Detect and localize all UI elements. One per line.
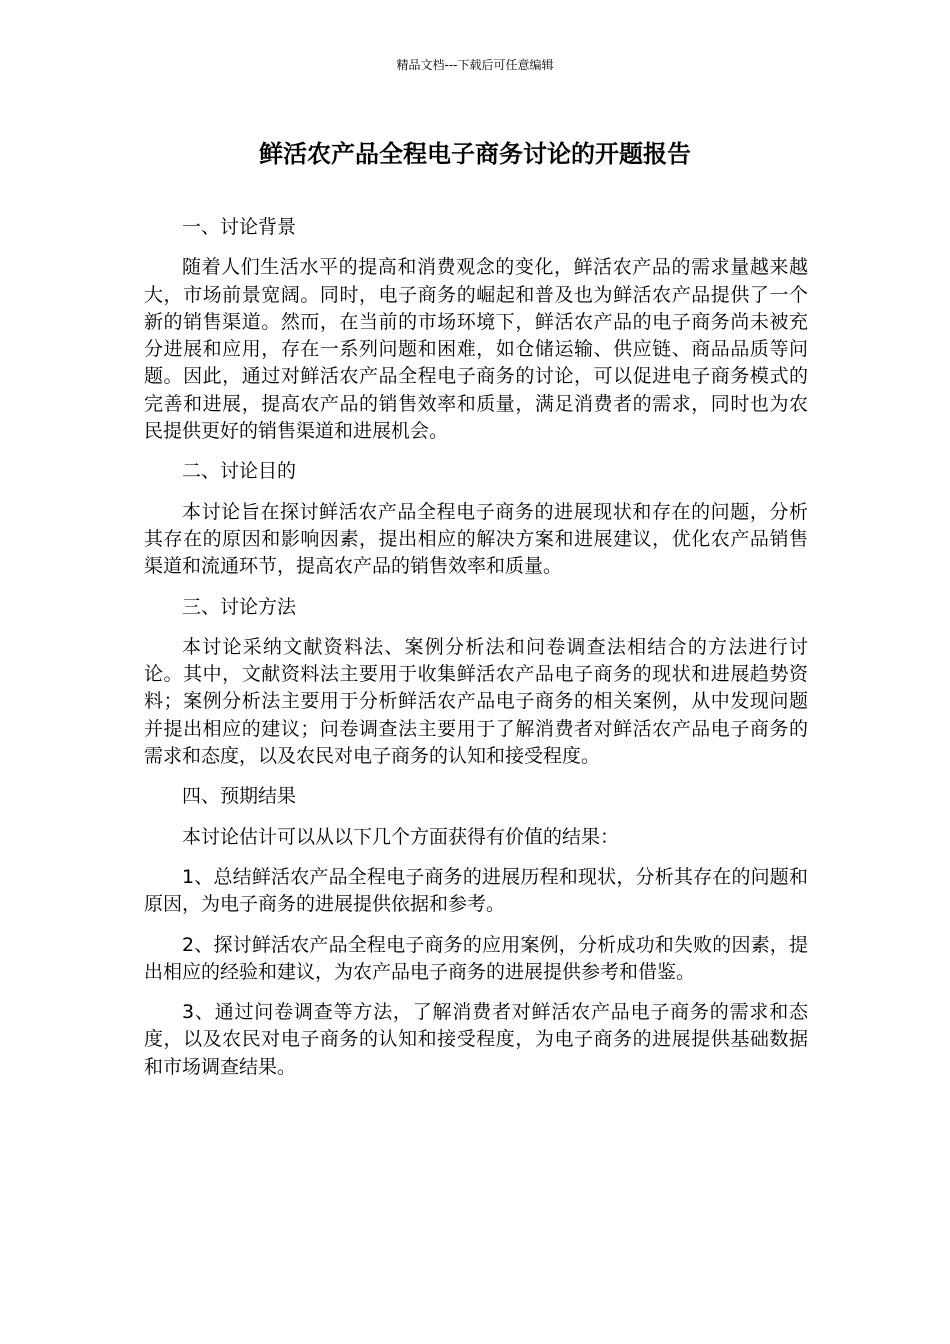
- section-heading: 二、讨论目的: [182, 460, 297, 483]
- section-heading: 三、讨论方法: [182, 595, 297, 618]
- paragraph: 本讨论旨在探讨鲜活农产品全程电子商务的进展现状和存在的问题，分析其存在的原因和影响因素，提出相应的解决方案和进展建议，优化农产品销售渠道和流通环节，提高农产品的销售效率和质量。: [144, 500, 808, 578]
- list-item: 3、通过问卷调查等方法，了解消费者对鲜活农产品电子商务的需求和态度，以及农民对电子商务的认知和接受程度，为电子商务的进展提供基础数据和市场调查结果。: [144, 1001, 808, 1078]
- document-body: [144, 214, 808, 1081]
- section-method: [144, 594, 808, 771]
- list-item: 1、总结鲜活农产品全程电子商务的进展历程和现状，分析其存在的问题和原因，为电子商务的进展提供依据和参考。: [144, 865, 808, 916]
- list-item: 2、探讨鲜活农产品全程电子商务的应用案例，分析成功和失败的因素，提出相应的经验和建议，为农产品电子商务的进展提供参考和借鉴。: [144, 933, 808, 983]
- section-heading: 一、讨论背景: [182, 216, 297, 238]
- document-title: 鲜活农产品全程电子商务讨论的开题报告: [259, 140, 691, 168]
- paragraph: 本讨论采纳文献资料法、案例分析法和问卷调查法相结合的方法进行讨论。其中，文献资料法主要用于收集鲜活农产品电子商务的现状和进展趋势资料；案例分析法主要用于分析鲜活农产品电子商务的相关案例，从中发现问题并提出相应的建议；问卷调查法主要用于了解消费者对鲜活农产品电子商务的需求和态度，以及农民对电子商务的认知和接受程度。: [144, 635, 808, 768]
- section-purpose: [144, 458, 808, 580]
- paragraph: 随着人们生活水平的提高和消费观念的变化，鲜活农产品的需求量越来越大，市场前景宽阔。同时，电子商务的崛起和普及也为鲜活农产品提供了一个新的销售渠道。然而，在当前的市场环境下，鲜活农产品的电子商务尚未被充分进展和应用，存在一系列问题和困难，如仓储运输、供应链、商品品质等问题。因此，通过对鲜活农产品全程电子商务的讨论，可以促进电子商务模式的完善和进展，提高农产品的销售效率和质量，满足消费者的需求，同时也为农民提供更好的销售渠道和进展机会。: [144, 256, 808, 443]
- section-expected-results: [144, 783, 808, 1081]
- section-heading: 四、预期结果: [182, 785, 297, 808]
- section-background: [144, 214, 808, 445]
- paragraph: 本讨论估计可以从以下几个方面获得有价值的结果：: [182, 825, 620, 848]
- header-note: 精品文档---下载后可任意编辑: [396, 58, 554, 72]
